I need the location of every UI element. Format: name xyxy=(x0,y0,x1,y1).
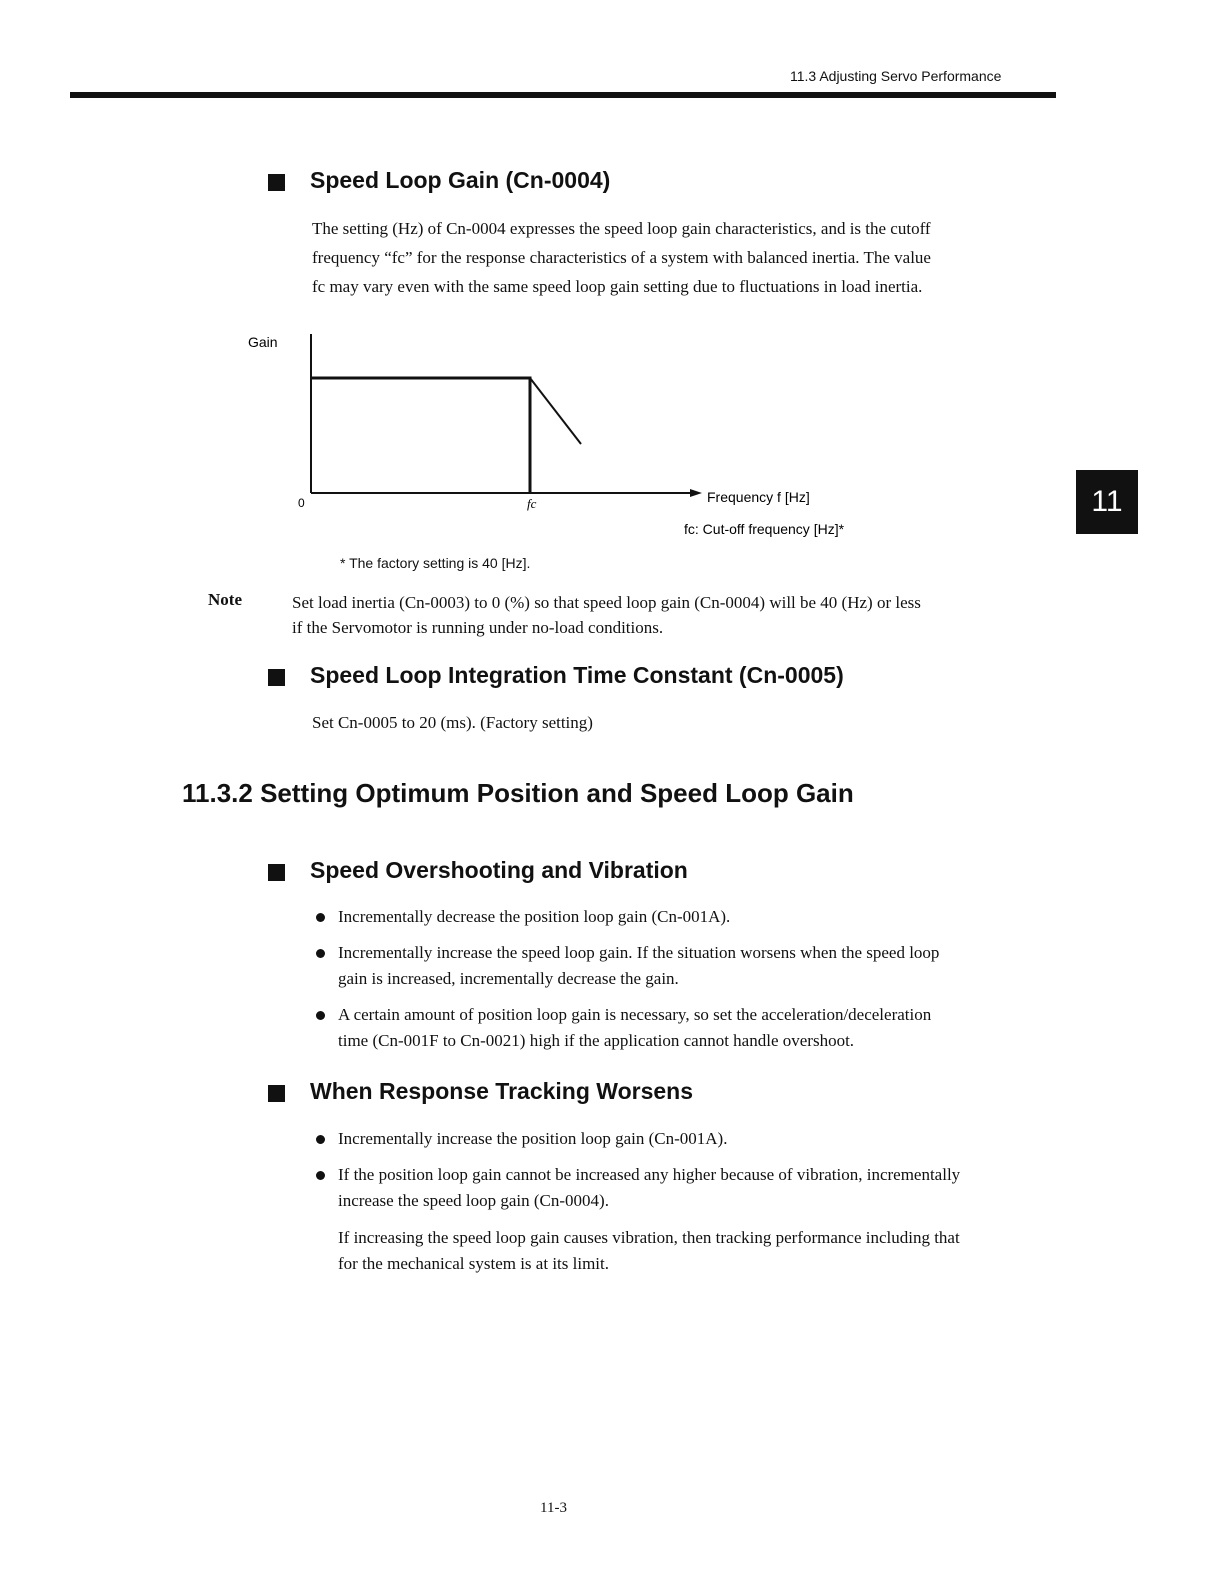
list-item-line: gain is increased, incrementally decrease the gain. xyxy=(338,969,679,988)
header-rule xyxy=(70,92,1056,98)
gain-frequency-figure xyxy=(240,320,920,550)
list-item xyxy=(314,1002,1054,1054)
page-number: 11-3 xyxy=(540,1500,567,1516)
gain-curve-rolloff xyxy=(530,378,581,444)
section-body-speed-loop-gain xyxy=(312,214,1052,301)
note-text xyxy=(292,590,1042,640)
list-item-line: time (Cn-001F to Cn-0021) high if the application cannot handle overshoot. xyxy=(338,1031,855,1050)
body-line: The setting (Hz) of Cn-0004 expresses the speed loop gain characteristics, and is the cutoff xyxy=(312,219,931,238)
section-body-integration-time: Set Cn-0005 to 20 (ms). (Factory setting) xyxy=(312,713,593,732)
running-head: 11.3 Adjusting Servo Performance xyxy=(790,68,1002,84)
x-axis-label: Frequency f [Hz] xyxy=(707,489,810,505)
list-item xyxy=(314,1126,1054,1152)
section-heading-response-tracking: When Response Tracking Worsens xyxy=(310,1078,694,1104)
body-line: fc may vary even with the same speed loop gain setting due to fluctuations in load inertia. xyxy=(312,277,923,296)
note-label: Note xyxy=(208,590,242,609)
y-axis-label: Gain xyxy=(248,334,278,350)
list-item-line: Incrementally increase the speed loop gain. If the situation worsens when the speed loop xyxy=(338,943,940,962)
section-bullet-square xyxy=(268,669,285,686)
list-item-line: Incrementally decrease the position loop gain (Cn-001A). xyxy=(338,907,731,926)
bullet-dot-icon xyxy=(316,949,325,958)
list-item xyxy=(314,904,1054,930)
figure-legend: fc: Cut-off frequency [Hz]* xyxy=(684,521,845,537)
note-line: Set load inertia (Cn-0003) to 0 (%) so that speed loop gain (Cn-0004) will be 40 (Hz) or less xyxy=(292,593,921,612)
bullet-dot-icon xyxy=(316,913,325,922)
tracking-bullet-list xyxy=(314,1126,1054,1224)
section-heading-overshooting: Speed Overshooting and Vibration xyxy=(310,857,688,883)
list-item xyxy=(314,940,1054,992)
origin-label: 0 xyxy=(298,496,305,510)
subsection-heading-11-3-2: 11.3.2 Setting Optimum Position and Speed Loop Gain xyxy=(182,778,854,808)
bullet-dot-icon xyxy=(316,1135,325,1144)
x-axis-arrow-icon xyxy=(690,489,702,497)
bullet-dot-icon xyxy=(316,1171,325,1180)
list-item-line: A certain amount of position loop gain is necessary, so set the acceleration/deceleration xyxy=(338,1005,932,1024)
chapter-tab: 11 xyxy=(1076,470,1138,534)
list-item-line: Incrementally increase the position loop gain (Cn-001A). xyxy=(338,1129,728,1148)
section-bullet-square xyxy=(268,1085,285,1102)
list-item-line: increase the speed loop gain (Cn-0004). xyxy=(338,1191,609,1210)
overshooting-bullet-list xyxy=(314,904,1054,1064)
body-line: frequency “fc” for the response characteristics of a system with balanced inertia. The value xyxy=(312,248,931,267)
tracking-closing-paragraph xyxy=(338,1225,1058,1277)
body-line: If increasing the speed loop gain causes vibration, then tracking performance including that xyxy=(338,1228,960,1247)
section-heading-speed-loop-gain: Speed Loop Gain (Cn-0004) xyxy=(310,167,611,193)
body-line: for the mechanical system is at its limit. xyxy=(338,1254,609,1273)
gain-curve-flat xyxy=(311,378,530,493)
bullet-dot-icon xyxy=(316,1011,325,1020)
list-item-line: If the position loop gain cannot be increased any higher because of vibration, incrementally xyxy=(338,1165,961,1184)
fc-tick-label: fc xyxy=(527,496,537,511)
section-bullet-square xyxy=(268,174,285,191)
figure-footnote: * The factory setting is 40 [Hz]. xyxy=(340,555,531,571)
list-item xyxy=(314,1162,1054,1214)
note-line: if the Servomotor is running under no-load conditions. xyxy=(292,618,664,637)
section-bullet-square xyxy=(268,864,285,881)
section-heading-integration-time: Speed Loop Integration Time Constant (Cn-0005) xyxy=(310,662,844,688)
